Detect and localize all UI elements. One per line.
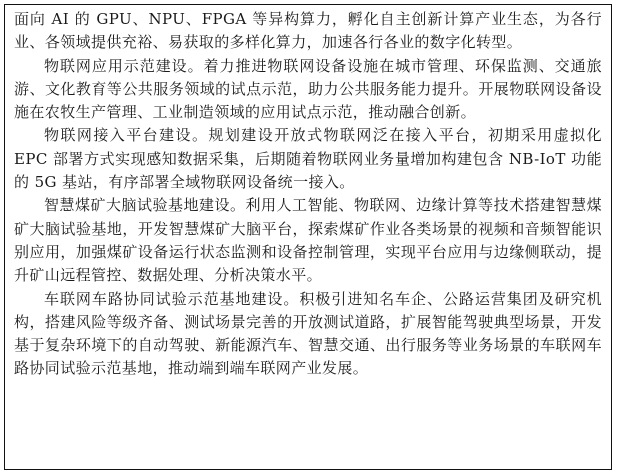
paragraph-iot-access-platform: 物联网接入平台建设。规划建设开放式物联网泛在接入平台，初期采用虚拟化 EPC 部署方式实现感知数据采集，后期随着物联网业务量增加构建包含 NB-IoT 功能的 5G 基站，有序部署全域物联网设备统一接入。: [14, 126, 602, 192]
bordered-text-box: [4, 4, 612, 470]
paragraph-heterogeneous-compute: 面向 AI 的 GPU、NPU、FPGA 等异构算力，孵化自主创新计算产业生态，为各行业、各领域提供充裕、易获取的多样化算力，加速各行各业的数字化转型。: [14, 10, 602, 52]
paragraph-smart-coal-mine: 智慧煤矿大脑试验基地建设。利用人工智能、物联网、边缘计算等技术搭建智慧煤矿大脑试验基地，开发智慧煤矿大脑平台，探索煤矿作业各类场景的视频和音频智能识别应用，加强煤矿设备运行状态监测和设备控制管理，实现平台应用与边缘侧联动，提升矿山远程管控、数据处理、分析决策水平。: [14, 196, 602, 285]
paragraph-iot-application-demo: 物联网应用示范建设。着力推进物联网设备设施在城市管理、环保监测、交通旅游、文化教育等公共服务领域的试点示范，助力公共服务能力提升。开展物联网设备设施在农牧生产管理、工业制造领域的应用试点示范，推动融合创新。: [14, 56, 602, 122]
paragraph-vehicle-road-cooperation: 车联网车路协同试验示范基地建设。积极引进知名车企、公路运营集团及研究机构，搭建风险等级齐备、测试场景完善的开放测试道路，扩展智能驾驶典型场景，开发基于复杂环境下的自动驾驶、新能源汽车、智慧交通、出行服务等业务场景的车联网车路协同试验示范基地，推动端到端车联网产业发展。: [14, 289, 602, 378]
document-body: [5, 5, 611, 381]
